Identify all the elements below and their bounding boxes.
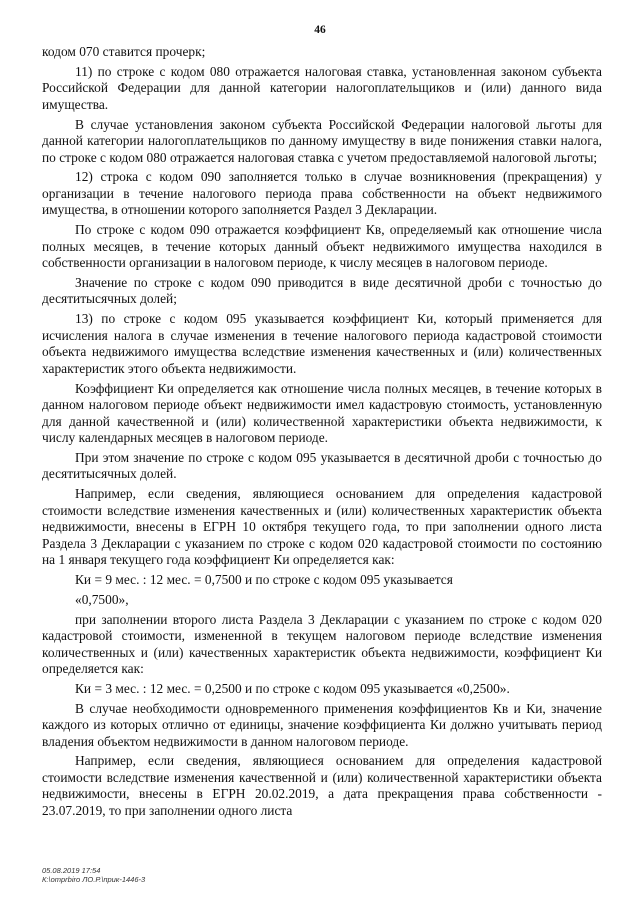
paragraph: при заполнении второго листа Раздела 3 Декларации с указанием по строке с кодом 020 кадастровой стоимости, измененной в текущем налоговом периоде вследствие изменения количественных и (или) качественных характеристик объекта недвижимости, коэффициент Ки определяется как: [42,611,602,677]
paragraph: Ки = 9 мес. : 12 мес. = 0,7500 и по строке с кодом 095 указывается [75,571,453,587]
document-body [42,44,602,823]
paragraph: В случае необходимости одновременного применения коэффициентов Кв и Ки, значение каждого из которых отлично от единицы, значение коэффициента Ки должно учитывать период владения объектом недвижимости в данном налоговом периоде. [42,700,602,749]
paragraph: 13) по строке с кодом 095 указывается коэффициент Ки, который применяется для исчисления налога в случае изменения в течение налогового периода кадастровой стоимости объекта недвижимого имущества вследствие изменения качественных и (или) количественных характеристик этого объекта недвижимости. [42,311,602,376]
paragraph: Например, если сведения, являющиеся основанием для определения кадастровой стоимости вследствие изменения качественной и (или) количественной характеристики объекта недвижимости, внесены в ЕГРН 20.02.2019, а дата прекращения права собственности - 23.07.2019, то при заполнении одного листа [42,753,602,818]
paragraph: 11) по строке с кодом 080 отражается налоговая ставка, установленная законом субъекта Российской Федерации для данной категории налогоплательщиков и (или) данного вида имущества. [42,63,602,112]
paragraph: Например, если сведения, являющиеся основанием для определения кадастровой стоимости вследствие изменения качественных и (или) количественных характеристик объекта недвижимости, внесены в ЕГРН 10 октября текущего года, то при заполнении одного листа Раздела 3 Декларации с указанием по строке с кодом 020 кадастровой стоимости по состоянию на 1 января текущего года коэффициент Ки определяется как: [42,486,602,568]
footer [42,866,145,884]
paragraph: В случае установления законом субъекта Российской Федерации налоговой льготы для данной категории налогоплательщиков по данному имуществу в виде понижения ставки налога, по строке с кодом 080 отражается налоговая ставка с учетом предоставляемой налоговой льготы; [42,116,602,165]
page-number: 46 [314,24,326,36]
paragraph: Ки = 3 мес. : 12 мес. = 0,2500 и по строке с кодом 095 указывается «0,2500». [75,680,510,696]
paragraph: 12) строка с кодом 090 заполняется только в случае возникновения (прекращения) у организации в течение налогового периода права собственности на объект недвижимого имущества, в отношении которого заполняется Раздел 3 Декларации. [42,169,602,218]
paragraph: Значение по строке с кодом 090 приводится в виде десятичной дроби с точностью до десятитысячных долей; [42,274,602,307]
paragraph: «0,7500», [75,591,129,607]
paragraph: кодом 070 ставится прочерк; [42,44,206,59]
paragraph: При этом значение по строке с кодом 095 указывается в десятичной дроби с точностью до десятитысячных долей. [42,449,602,482]
footer-timestamp: 05.08.2019 17:54 [42,866,101,875]
paragraph: Коэффициент Ки определяется как отношение числа полных месяцев, в течение которых в данном налоговом периоде объект недвижимости имел кадастровую стоимость, установленную для данной качественной и (или) количественной характеристики объекта недвижимости, к числу календарных месяцев в налоговом периоде. [42,380,602,446]
paragraph: По строке с кодом 090 отражается коэффициент Кв, определяемый как отношение числа полных месяцев, в течение которых данный объект недвижимого имущества находился в собственности организации в налоговом периоде, к числу месяцев в налоговом периоде. [42,222,602,271]
footer-file-path: К:\omprbiro ЛО.Р.\прик-1446-3 [42,875,146,884]
